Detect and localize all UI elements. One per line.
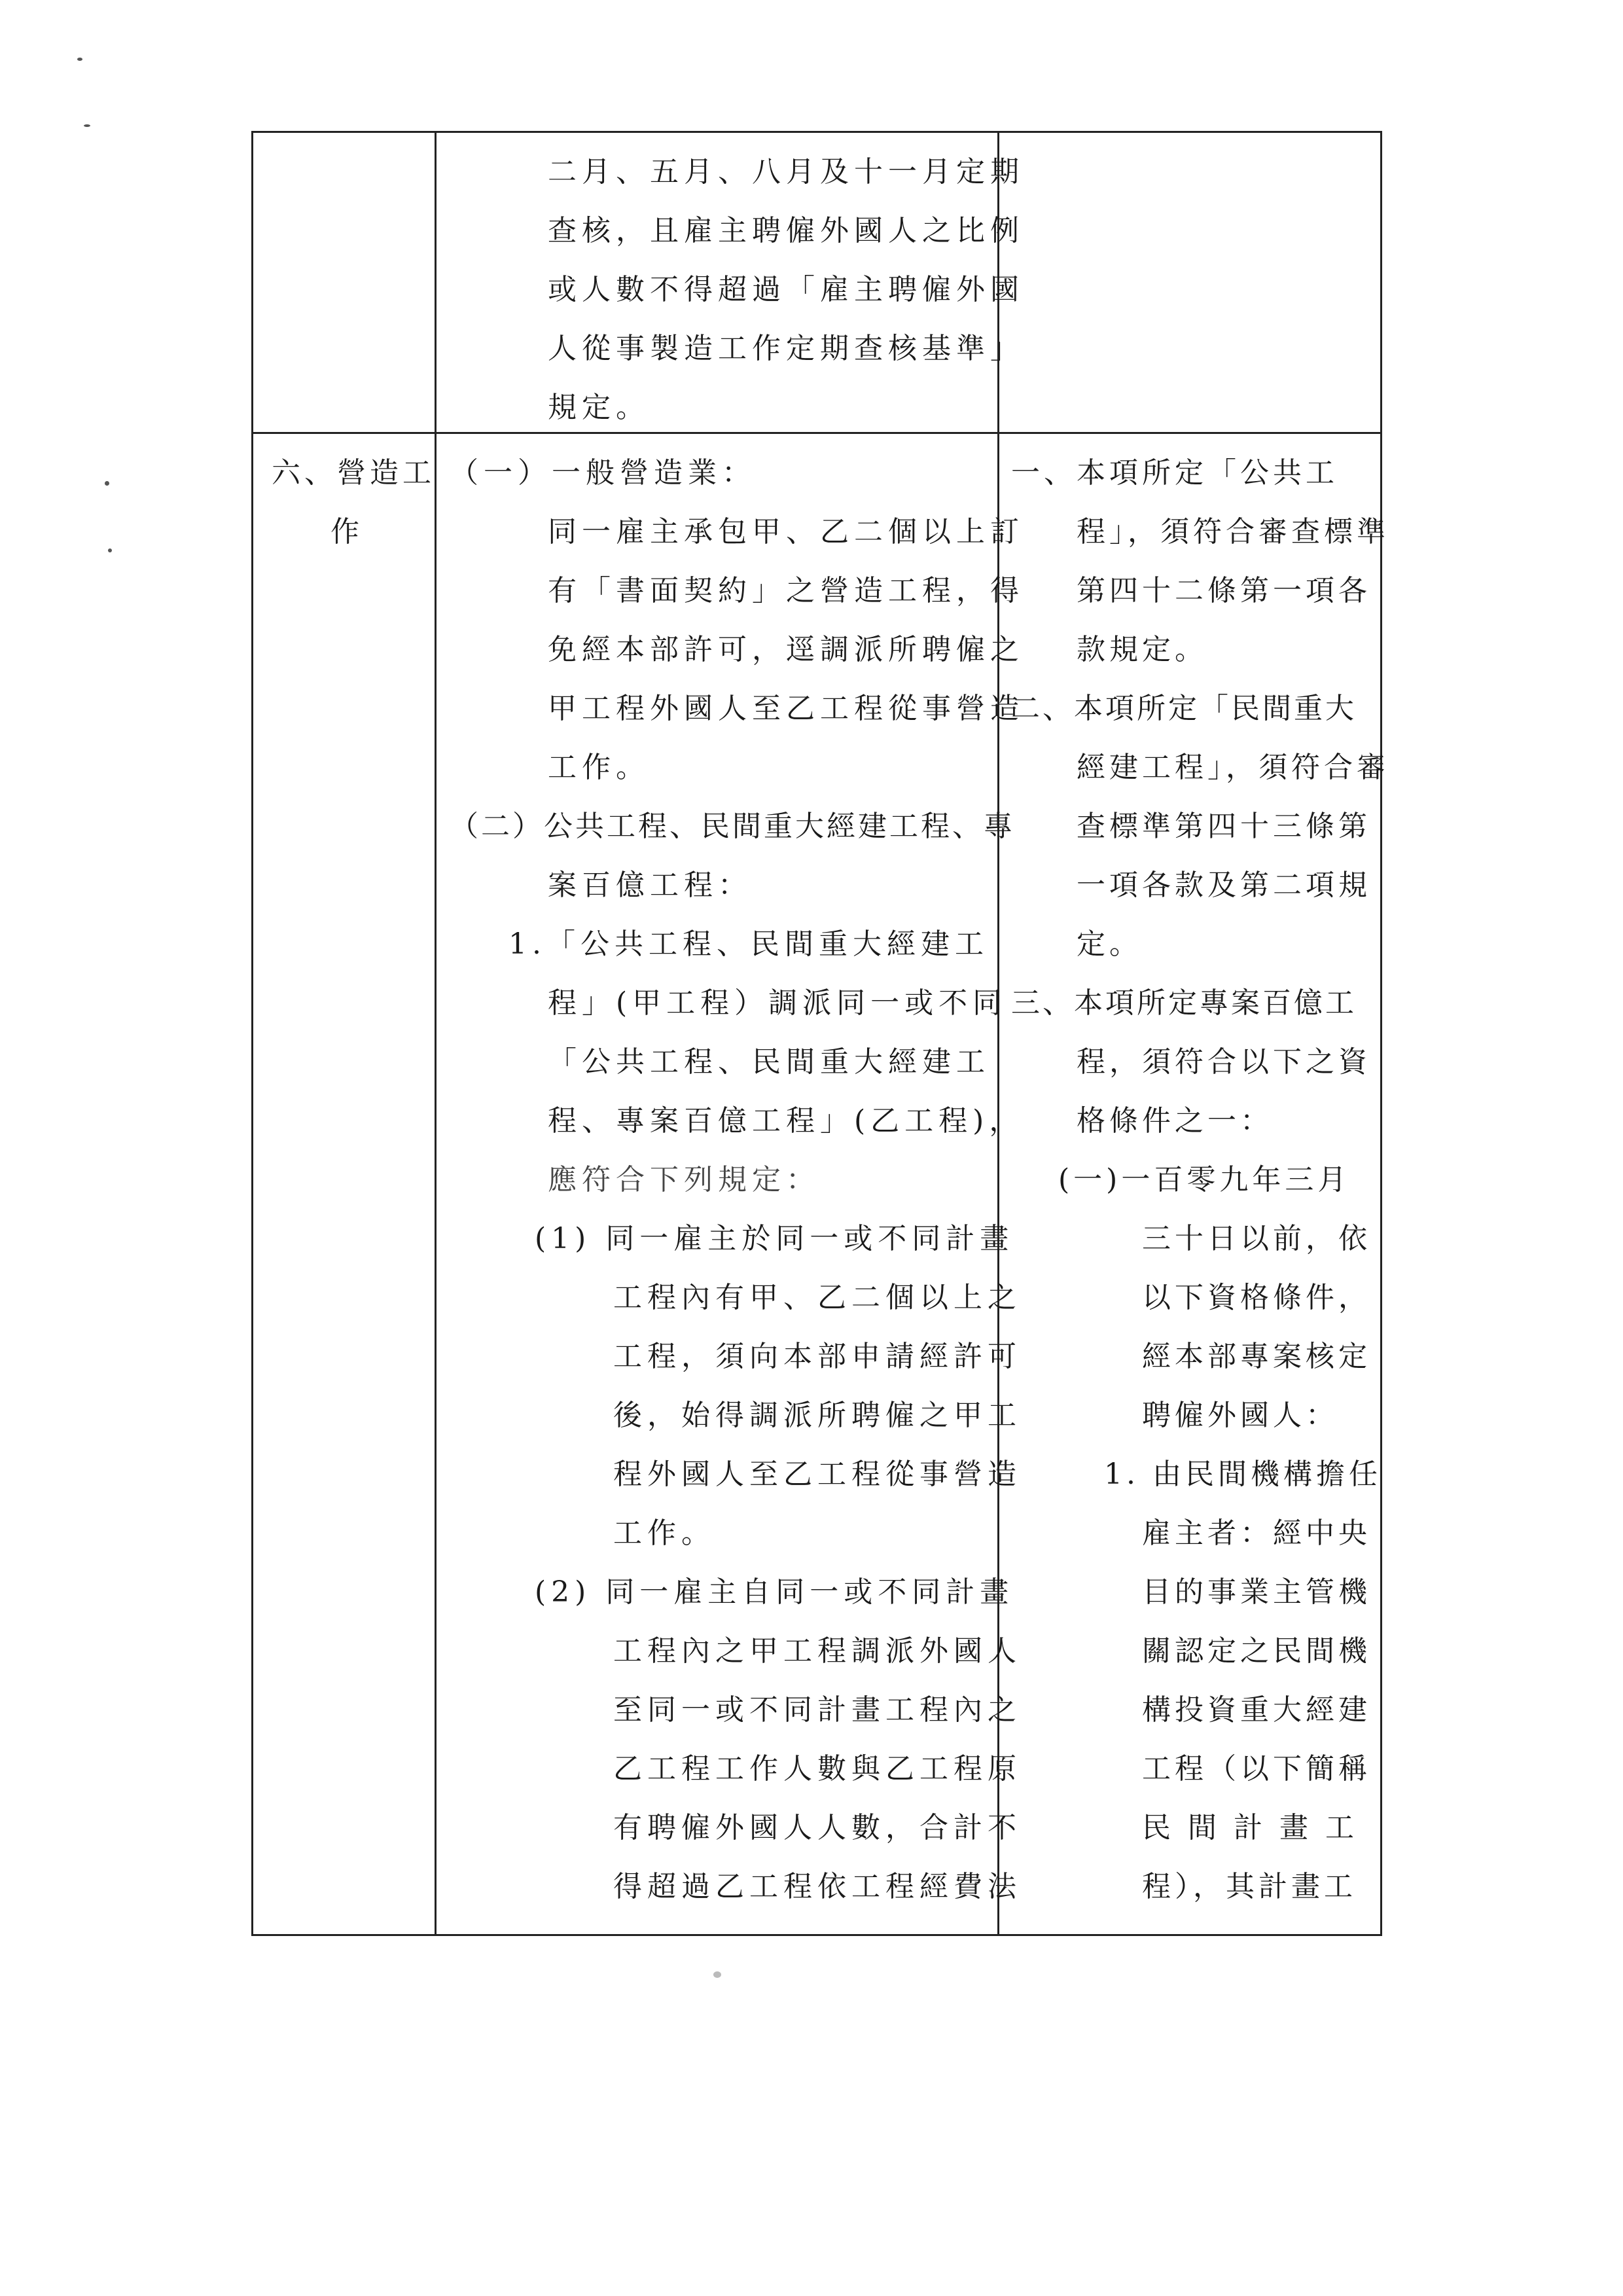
note-cell [999, 433, 1389, 1935]
scan-speck [84, 124, 90, 127]
text-line: 「公共工程、民間重大經建工 [548, 1045, 990, 1079]
text-line: 經建工程」，須符合審 [1077, 751, 1389, 784]
note-heading: 二、本項所定「民間重大 [1011, 692, 1357, 725]
text-line: 一項各款及第二項規 [1077, 869, 1371, 902]
text-line: 工作。 [613, 1516, 715, 1550]
text-line: 雇主者：經中央 [1142, 1516, 1371, 1550]
category-cell [253, 433, 436, 1935]
text-line: 工程內之甲工程調派外國人 [613, 1634, 1022, 1668]
category-label: 作 [330, 515, 365, 548]
text-line: 程），其計畫工 [1142, 1870, 1357, 1903]
section-heading: （二）公共工程、民間重大經建工程、專 [450, 810, 1015, 843]
text-line: 後，始得調派所聘僱之甲工 [613, 1399, 1022, 1432]
text-line: 免經本部許可，逕調派所聘僱之 [548, 633, 1024, 666]
text-line: 1.「公共工程、民間重大經建工 [508, 927, 989, 961]
text-line: (一)一百零九年三月 [1058, 1163, 1351, 1196]
text-line: 查標準第四十三條第 [1077, 810, 1371, 843]
text-line: 經本部專案核定 [1142, 1340, 1371, 1373]
provision-cell [436, 132, 1024, 433]
text-line: (1) 同一雇主於同一或不同計畫 [535, 1222, 1014, 1255]
note-cell [999, 132, 1382, 433]
text-line: 乙工程工作人數與乙工程原 [613, 1752, 1022, 1785]
text-line: 款規定。 [1077, 633, 1207, 666]
text-line: 第四十二條第一項各 [1077, 574, 1371, 607]
text-line: 得超過乙工程依工程經費法 [613, 1870, 1022, 1903]
text-line: 有「書面契約」之營造工程，得 [548, 574, 1024, 607]
text-line: 程外國人至乙工程從事營造 [613, 1458, 1022, 1491]
text-line: 規定。 [548, 391, 650, 424]
note-heading: 一、本項所定「公共工 [1011, 456, 1338, 490]
text-line: 工作。 [548, 751, 650, 784]
text-line: 關認定之民間機 [1142, 1634, 1371, 1668]
text-line: 人從事製造工作定期查核基準」 [548, 332, 1024, 365]
regulation-table [251, 131, 1389, 1936]
text-line: 案百億工程： [548, 869, 752, 902]
text-line: 構投資重大經建 [1142, 1693, 1371, 1727]
text-line: 二月、五月、八月及十一月定期 [548, 155, 1024, 188]
text-line: 程」(甲工程）調派同一或不同 [548, 986, 1007, 1020]
scan-speck [105, 481, 109, 486]
text-line: 應符合下列規定： [548, 1163, 820, 1196]
text-line: 三十日以前，依 [1142, 1222, 1371, 1255]
table-row [253, 433, 1382, 1935]
text-line: 查核，且雇主聘僱外國人之比例 [548, 214, 1024, 247]
text-line: 格條件之一： [1077, 1104, 1273, 1138]
text-line: 民 間 計 畫 工 [1142, 1811, 1358, 1844]
scan-speck [77, 58, 82, 61]
text-line: 目的事業主管機 [1142, 1575, 1371, 1609]
text-line: 定。 [1077, 927, 1142, 961]
text-line: 甲工程外國人至乙工程從事營造 [548, 692, 1024, 725]
text-line: 聘僱外國人： [1142, 1399, 1338, 1432]
text-line: (2) 同一雇主自同一或不同計畫 [535, 1575, 1014, 1609]
category-label: 六、營造工 [272, 456, 435, 490]
text-line: 工程，須向本部申請經許可 [613, 1340, 1022, 1373]
note-heading: 三、本項所定專案百億工 [1011, 986, 1357, 1020]
scan-speck [713, 1971, 721, 1978]
text-line: 程、專案百億工程」(乙工程)， [548, 1104, 1024, 1138]
text-line: 或人數不得超過「雇主聘僱外國 [548, 273, 1024, 306]
scan-speck [108, 548, 112, 552]
text-line: 程」，須符合審查標準 [1077, 515, 1389, 548]
section-heading: （一）一般營造業： [450, 456, 756, 490]
table-row [253, 132, 1382, 433]
category-cell [253, 132, 436, 433]
text-line: 以下資格條件， [1142, 1281, 1371, 1314]
text-line: 程，須符合以下之資 [1077, 1045, 1371, 1079]
text-line: 工程內有甲、乙二個以上之 [613, 1281, 1022, 1314]
text-line: 工程（以下簡稱 [1142, 1752, 1371, 1785]
provision-cell [436, 433, 1024, 1935]
text-line: 至同一或不同計畫工程內之 [613, 1693, 1022, 1727]
text-line: 有聘僱外國人人數，合計不 [613, 1811, 1022, 1844]
text-line: 同一雇主承包甲、乙二個以上訂 [548, 515, 1024, 548]
text-line: 1. 由民間機構擔任 [1104, 1458, 1382, 1491]
